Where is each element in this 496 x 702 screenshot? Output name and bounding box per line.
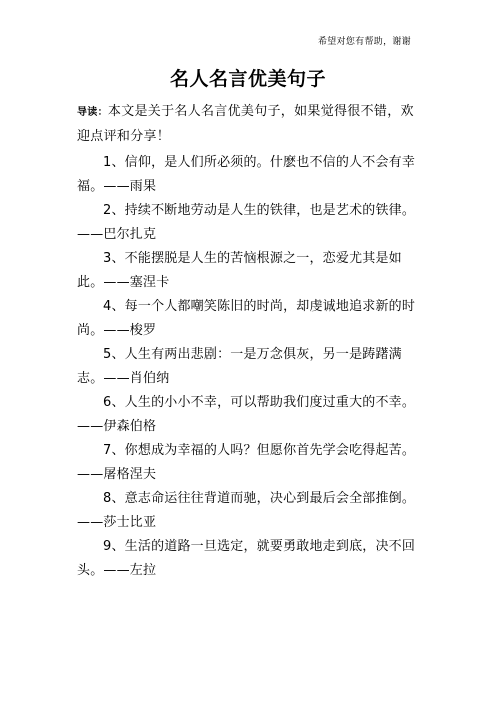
quote-item: 8、意志命运往往背道而驰，决心到最后会全部推倒。——莎士比亚 <box>77 491 416 530</box>
quote-item: 7、你想成为幸福的人吗？但愿你首先学会吃得起苦。——屠格涅夫 <box>77 443 416 482</box>
intro-label: 导读： <box>77 107 108 118</box>
quote-item: 9、生活的道路一旦选定，就要勇敢地走到底，决不回头。——左拉 <box>77 539 416 578</box>
quote-item: 4、每一个人都嘲笑陈旧的时尚，却虔诚地追求新的时尚。——梭罗 <box>77 299 416 338</box>
intro-paragraph <box>77 100 420 149</box>
header-note: 希望对您有帮助，谢谢 <box>317 37 411 47</box>
quote-list <box>77 151 422 583</box>
quote-item: 6、人生的小小不幸，可以帮助我们度过重大的不幸。——伊森伯格 <box>77 395 416 434</box>
quote-item: 3、不能摆脱是人生的苦恼根源之一，恋爱尤其是如此。——塞涅卡 <box>77 251 402 290</box>
quote-item: 1、信仰，是人们所必须的。什麽也不信的人不会有幸福。——雨果 <box>77 155 416 194</box>
quote-item: 5、人生有两出悲剧：一是万念俱灰，另一是踌躇满志。——肖伯纳 <box>77 347 402 386</box>
quote-item: 2、持续不断地劳动是人生的铁律，也是艺术的铁律。——巴尔扎克 <box>77 203 416 242</box>
intro-text: 本文是关于名人名言优美句子，如果觉得很不错，欢迎点评和分享！ <box>77 104 414 144</box>
document-title: 名人名言优美句子 <box>169 68 326 90</box>
